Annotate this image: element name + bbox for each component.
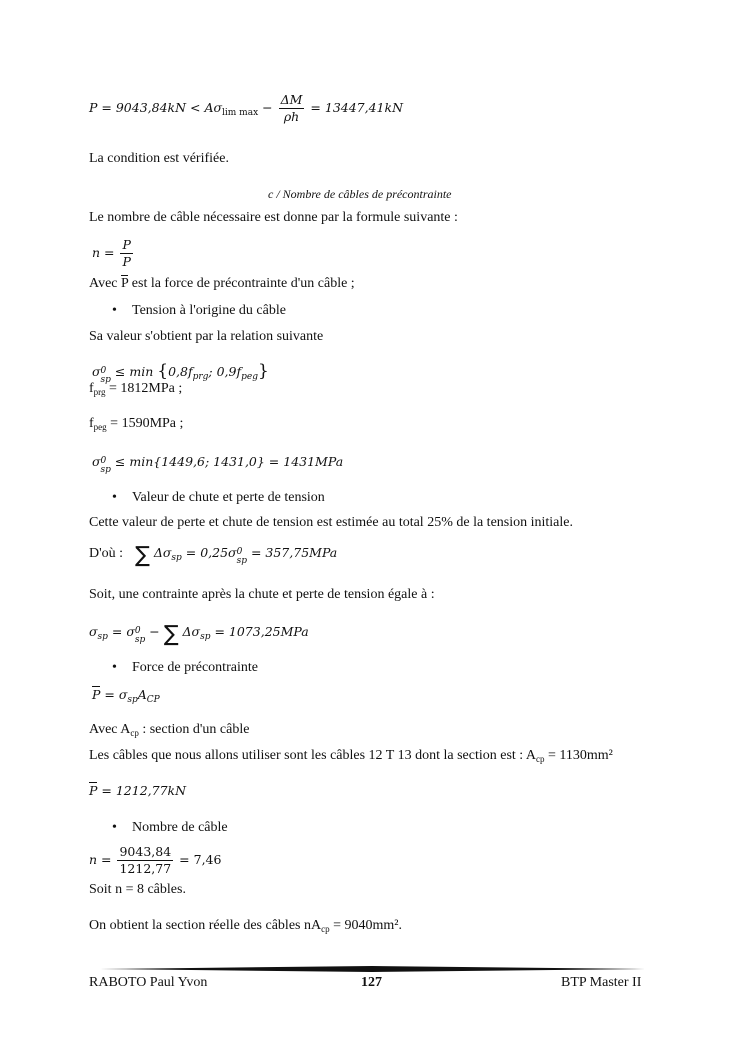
avec-acp-text: Avec $A_{cp}$ : section d'un câble: [89, 722, 250, 738]
avec-p-text: Avec P est la force de précontrainte d'un câble ;: [89, 276, 355, 291]
equation-sigma-sp: $\sigma_{sp} = \sigma$ 0 sp − ∑ $\Delta\sigma_{sp} = 1073,25MPa$: [89, 622, 309, 647]
bullet-item-perte: • Valeur de chute et perte de tension: [112, 490, 325, 505]
bullet-icon: •: [112, 660, 117, 675]
section-reelle-text: On obtient la section réelle des câbles $nA_{cp} = 9040mm^2$.: [89, 918, 402, 934]
equation-sum-delta: D'où : ∑ $\Delta\sigma_{sp} = 0,25\sigma$ 0 sp = 357,75MPa: [89, 543, 338, 568]
bullet-item-force: • Force de précontrainte: [112, 660, 258, 675]
footer-page-number: 127: [361, 975, 382, 990]
sum-symbol: ∑: [135, 543, 150, 568]
fprg-value: $f_{prg} = 1812MPa$ ;: [89, 381, 183, 397]
bullet-item-tension: • Tension à l'origine du câble: [112, 303, 286, 318]
equation-sigma-min: σ 0 sp ≤ $\min \{0,8f_{prg}$; $0,9f_{peg}$}: [92, 361, 269, 385]
sum-symbol: ∑: [163, 622, 179, 647]
relation-text: Sa valeur s'obtient par la relation suivante: [89, 329, 324, 344]
section-heading: c / Nombre de câbles de précontrainte: [268, 187, 452, 201]
bullet-icon: •: [112, 820, 117, 835]
bullet-icon: •: [112, 490, 117, 505]
equation-p-check: $P = 9043,84kN < A\sigma_{lim max}$ − $\frac{\Delta M}{\rho h}$ = 13447,41kN: [89, 92, 404, 124]
fpeg-value: $f_{peg} = 1590MPa$ ;: [89, 416, 184, 432]
intro-text: Le nombre de câble nécessaire est donne par la formule suivante :: [89, 210, 458, 225]
condition-text: La condition est vérifiée.: [89, 151, 229, 166]
fraction: $\frac{9043,84}{1212,77}$: [119, 844, 172, 876]
footer-rule: [100, 965, 645, 973]
fraction: $\frac{P}{P}$: [122, 237, 131, 269]
equation-n-value: n = $\frac{9043,84}{1212,77}$ = 7,46: [89, 844, 222, 876]
equation-pbar: $P = \sigma_{sp}A_{CP}$: [92, 687, 160, 705]
footer-course: BTP Master II: [561, 975, 642, 990]
fraction: $\frac{\Delta M}{\rho h}$: [280, 92, 303, 124]
perte-text: Cette valeur de perte et chute de tension est estimée au total 25% de la tension initiale.: [89, 515, 573, 530]
equation-sigma-value: σ 0 sp ≤ min{1449,6; 1431,0} = 1431MPa: [92, 454, 344, 475]
soit-n-text: Soit n = 8 câbles.: [89, 882, 186, 897]
contrainte-text: Soit, une contrainte après la chute et perte de tension égale à :: [89, 587, 435, 602]
equation-pbar-value: P = 1212,77kN: [89, 783, 187, 798]
cables-text: Les câbles que nous allons utiliser sont les câbles 12 T 13 dont la section est : $A_{cp} = 1130mm^2$: [89, 748, 613, 764]
footer-author: RABOTO Paul Yvon: [89, 975, 208, 990]
bullet-item-nombre: • Nombre de câble: [112, 820, 228, 835]
bullet-icon: •: [112, 303, 117, 318]
footer-rule-shape: [100, 966, 645, 972]
equation-n: n = $\frac{P}{P}$: [92, 237, 131, 269]
